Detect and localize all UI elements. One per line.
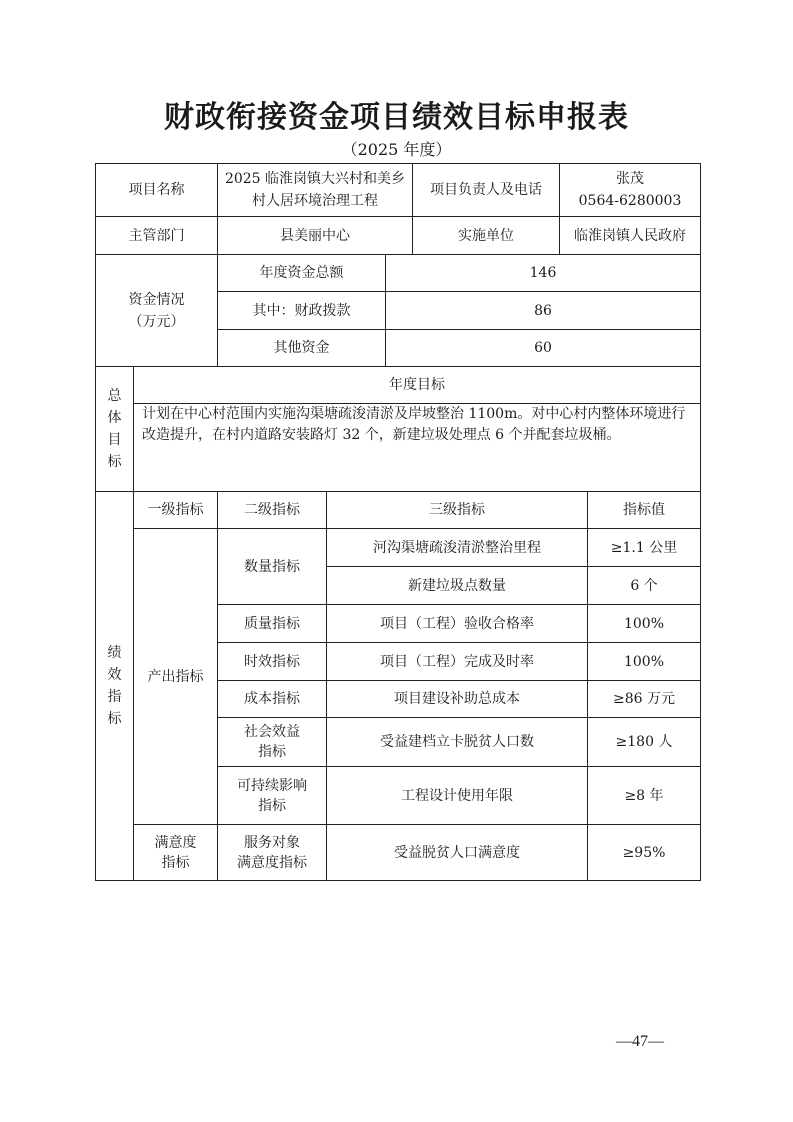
quantity-item-value: 6 个 xyxy=(630,577,658,594)
funds-other-value: 60 xyxy=(534,340,552,356)
overall-target-label xyxy=(96,367,133,491)
unit-label: 实施单位 xyxy=(458,227,514,244)
output-indicator-label: 产出指标 xyxy=(147,668,204,685)
perf-char: 指 xyxy=(107,689,122,705)
funds-other-label: 其他资金 xyxy=(273,340,330,356)
social-label-line1: 社会效益 xyxy=(244,724,300,740)
overall-char: 标 xyxy=(107,454,122,470)
funds-total-label: 年度资金总额 xyxy=(259,265,344,281)
manager-name: 张茂 xyxy=(616,171,644,187)
quality-indicator-label: 质量指标 xyxy=(244,615,300,632)
satisfaction-l2-line1: 服务对象 xyxy=(244,834,300,851)
annual-target-line1: 计划在中心村范围内实施沟渠塘疏浚清淤及岸坡整治 1100m。对中心村内整体环境进行 xyxy=(142,406,686,422)
satisfaction-item-value: ≥95% xyxy=(622,844,666,861)
perf-indicator-label xyxy=(96,492,133,880)
perf-char: 绩 xyxy=(107,645,122,661)
quantity-item-name: 河沟渠塘疏浚清淤整治里程 xyxy=(373,539,541,556)
manager-phone: 0564-6280003 xyxy=(578,193,682,209)
funds-label-line2: （万元） xyxy=(128,313,185,330)
satisfaction-l2-line2: 满意度指标 xyxy=(237,854,307,871)
quantity-indicator-label: 数量指标 xyxy=(244,558,300,575)
social-item-name: 受益建档立卡脱贫人口数 xyxy=(380,734,534,750)
funds-total-value: 146 xyxy=(529,265,557,281)
project-manager-value xyxy=(560,164,700,216)
dept-label: 主管部门 xyxy=(128,227,185,244)
social-indicator-label xyxy=(218,718,326,766)
sustain-item-value: ≥8 年 xyxy=(624,787,664,804)
cost-indicator-label: 成本指标 xyxy=(244,691,300,707)
funds-label xyxy=(96,255,217,366)
annual-target-text xyxy=(134,404,700,491)
project-name-value xyxy=(218,164,412,216)
quantity-item-name: 新建垃圾点数量 xyxy=(408,577,506,594)
unit-value: 临淮岗镇人民政府 xyxy=(574,227,686,244)
dept-value: 县美丽中心 xyxy=(280,227,350,244)
annual-target-line2: 改造提升，在村内道路安装路灯 32 个，新建垃圾处理点 6 个并配套垃圾桶。 xyxy=(142,427,621,443)
cost-item-name: 项目建设补助总成本 xyxy=(394,691,520,707)
perf-char: 标 xyxy=(107,711,122,727)
project-name-line2: 村人居环境治理工程 xyxy=(252,193,378,209)
header-level2: 二级指标 xyxy=(244,502,300,518)
social-label-line2: 指标 xyxy=(258,744,286,760)
quality-item-value: 100% xyxy=(623,615,665,632)
quality-item-name: 项目（工程）验收合格率 xyxy=(380,615,534,632)
header-level1: 一级指标 xyxy=(147,502,204,518)
project-manager-label: 项目负责人及电话 xyxy=(430,182,542,198)
quantity-item-value: ≥1.1 公里 xyxy=(610,539,678,556)
project-name-line1: 2025 临淮岗镇大兴村和美乡 xyxy=(224,171,406,187)
timeliness-item-name: 项目（工程）完成及时率 xyxy=(380,653,534,670)
sustain-item-name: 工程设计使用年限 xyxy=(401,787,513,804)
header-value: 指标值 xyxy=(623,502,665,518)
overall-char: 目 xyxy=(107,432,122,448)
perf-char: 效 xyxy=(107,667,122,683)
annual-target-header: 年度目标 xyxy=(389,377,445,393)
document-subtitle: （2025 年度） xyxy=(341,140,452,159)
satisfaction-item-name: 受益脱贫人口满意度 xyxy=(394,844,520,861)
table-border-bottom xyxy=(95,880,701,881)
table-border-right xyxy=(700,163,701,881)
funds-fiscal-label: 其中：财政拨款 xyxy=(252,302,351,319)
document-title: 财政衔接资金项目绩效目标申报表 xyxy=(164,100,629,135)
satisfaction-level2-label xyxy=(218,825,326,880)
satisfaction-l1-line2: 指标 xyxy=(161,854,190,871)
sustain-label-line2: 指标 xyxy=(258,797,286,814)
header-level3: 三级指标 xyxy=(429,502,485,518)
social-item-value: ≥180 人 xyxy=(615,734,673,750)
page-number: —47— xyxy=(616,1033,664,1050)
satisfaction-level1-label xyxy=(134,825,217,880)
satisfaction-l1-line1: 满意度 xyxy=(154,834,197,851)
cost-item-value: ≥86 万元 xyxy=(613,691,675,707)
funds-label-line1: 资金情况 xyxy=(128,291,185,308)
sustain-indicator-label xyxy=(218,767,326,824)
funds-fiscal-value: 86 xyxy=(534,302,552,319)
project-name-label: 项目名称 xyxy=(128,182,185,198)
timeliness-indicator-label: 时效指标 xyxy=(244,653,300,670)
timeliness-item-value: 100% xyxy=(623,653,665,670)
sustain-label-line1: 可持续影响 xyxy=(237,777,307,794)
overall-char: 总 xyxy=(107,388,122,404)
overall-char: 体 xyxy=(107,410,122,426)
